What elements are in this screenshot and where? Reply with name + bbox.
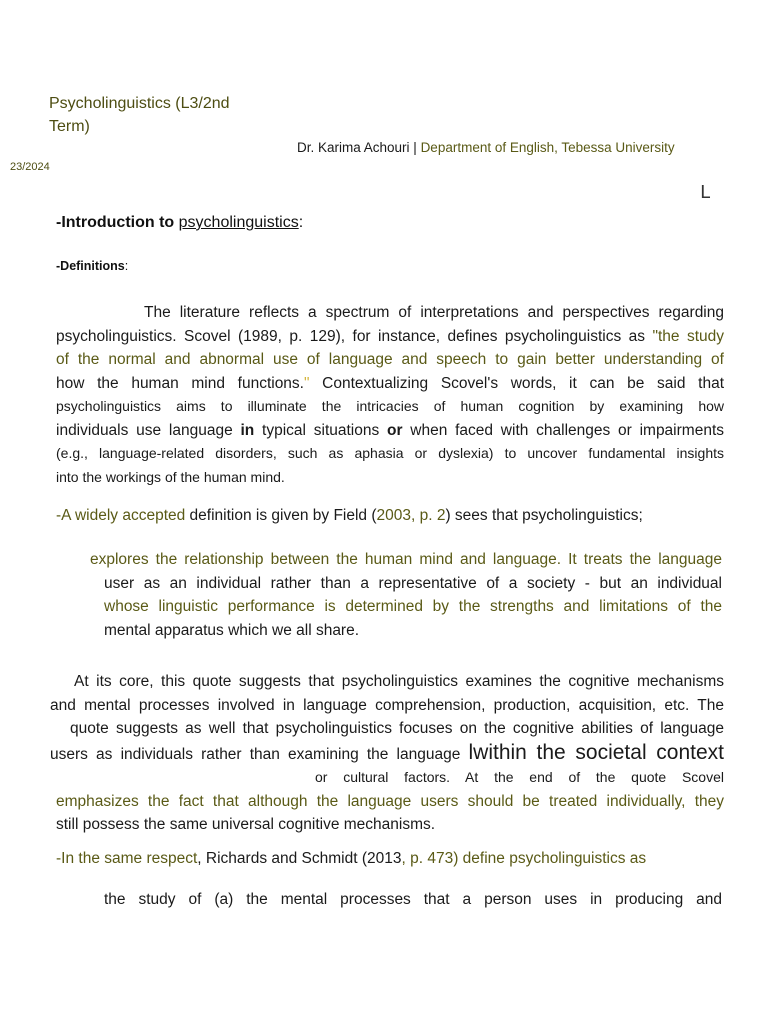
department-name: Department of English, Tebessa University (420, 140, 675, 155)
subheading-definitions: -Definitions: (56, 259, 129, 273)
paragraph-line: At its core, this quote suggests that psycholinguistics examines the cognitive mechanisms (74, 673, 724, 690)
block-quote-richards (104, 891, 722, 909)
course-title: Psycholinguistics (L3/2nd Term) (49, 95, 230, 135)
paragraph-line: of the normal and abnormal use of language and speech to gain better understanding of (56, 351, 724, 368)
paragraph-line: into the workings of the human mind. (56, 468, 285, 485)
paragraph-4: -In the same respect, Richards and Schmidt (2013, p. 473) define psycholinguistics as (56, 850, 647, 867)
quote-line: mental apparatus which we all share. (104, 621, 360, 639)
quote-line: explores the relationship between the human mind and language. It treats the language (90, 551, 722, 568)
corner-mark: L (700, 182, 711, 203)
author-name: Dr. Karima Achouri | (297, 140, 421, 155)
paragraph-1 (56, 301, 724, 489)
date-label: 23/2024 (10, 161, 50, 173)
heading-link[interactable]: psycholinguistics (178, 214, 299, 231)
author-line (297, 140, 675, 155)
paragraph-line: and mental processes involved in language comprehension, production, acquisition, etc. The (50, 696, 724, 714)
paragraph-line: still possess the same universal cognitive mechanisms. (56, 816, 436, 833)
paragraph-line: how the human mind functions." Contextualizing Scovel's words, it can be said that (56, 374, 724, 392)
block-quote-field (90, 548, 722, 642)
paragraph-line: (e.g., language-related disorders, such as aphasia or dyslexia) to uncover fundamental insights (56, 445, 724, 461)
paragraph-line: users as individuals rather than examining the language lwithin the societal context (50, 740, 724, 764)
quote-line: the study of (a) the mental processes that a person uses in producing and (104, 891, 722, 908)
paragraph-line: or cultural factors. At the end of the quote Scovel (315, 769, 724, 785)
section-heading: -Introduction to psycholinguistics: (56, 214, 304, 231)
paragraph-line: emphasizes the fact that although the language users should be treated individually, they (56, 792, 724, 810)
paragraph-2: -A widely accepted definition is given by Field (2003, p. 2) sees that psycholinguistics; (56, 507, 643, 524)
paragraph-line: The literature reflects a spectrum of interpretations and perspectives regarding (144, 304, 724, 321)
paragraph-line: quote suggests as well that psycholinguistics focuses on the cognitive abilities of language (70, 720, 724, 737)
paragraph-line: psycholinguistics aims to illuminate the intricacies of human cognition by examining how (56, 398, 724, 414)
paragraph-line: individuals use language in typical situations or when faced with challenges or impairments (56, 421, 724, 439)
quote-line: whose linguistic performance is determined by the strengths and limitations of the (104, 598, 722, 615)
paragraph-line: psycholinguistics. Scovel (1989, p. 129), for instance, defines psycholinguistics as "the study (56, 327, 724, 345)
quote-line: user as an individual rather than a representative of a society - but an individual (104, 574, 722, 592)
heading-text: -Introduction to (56, 214, 179, 231)
paragraph-3 (50, 670, 724, 837)
